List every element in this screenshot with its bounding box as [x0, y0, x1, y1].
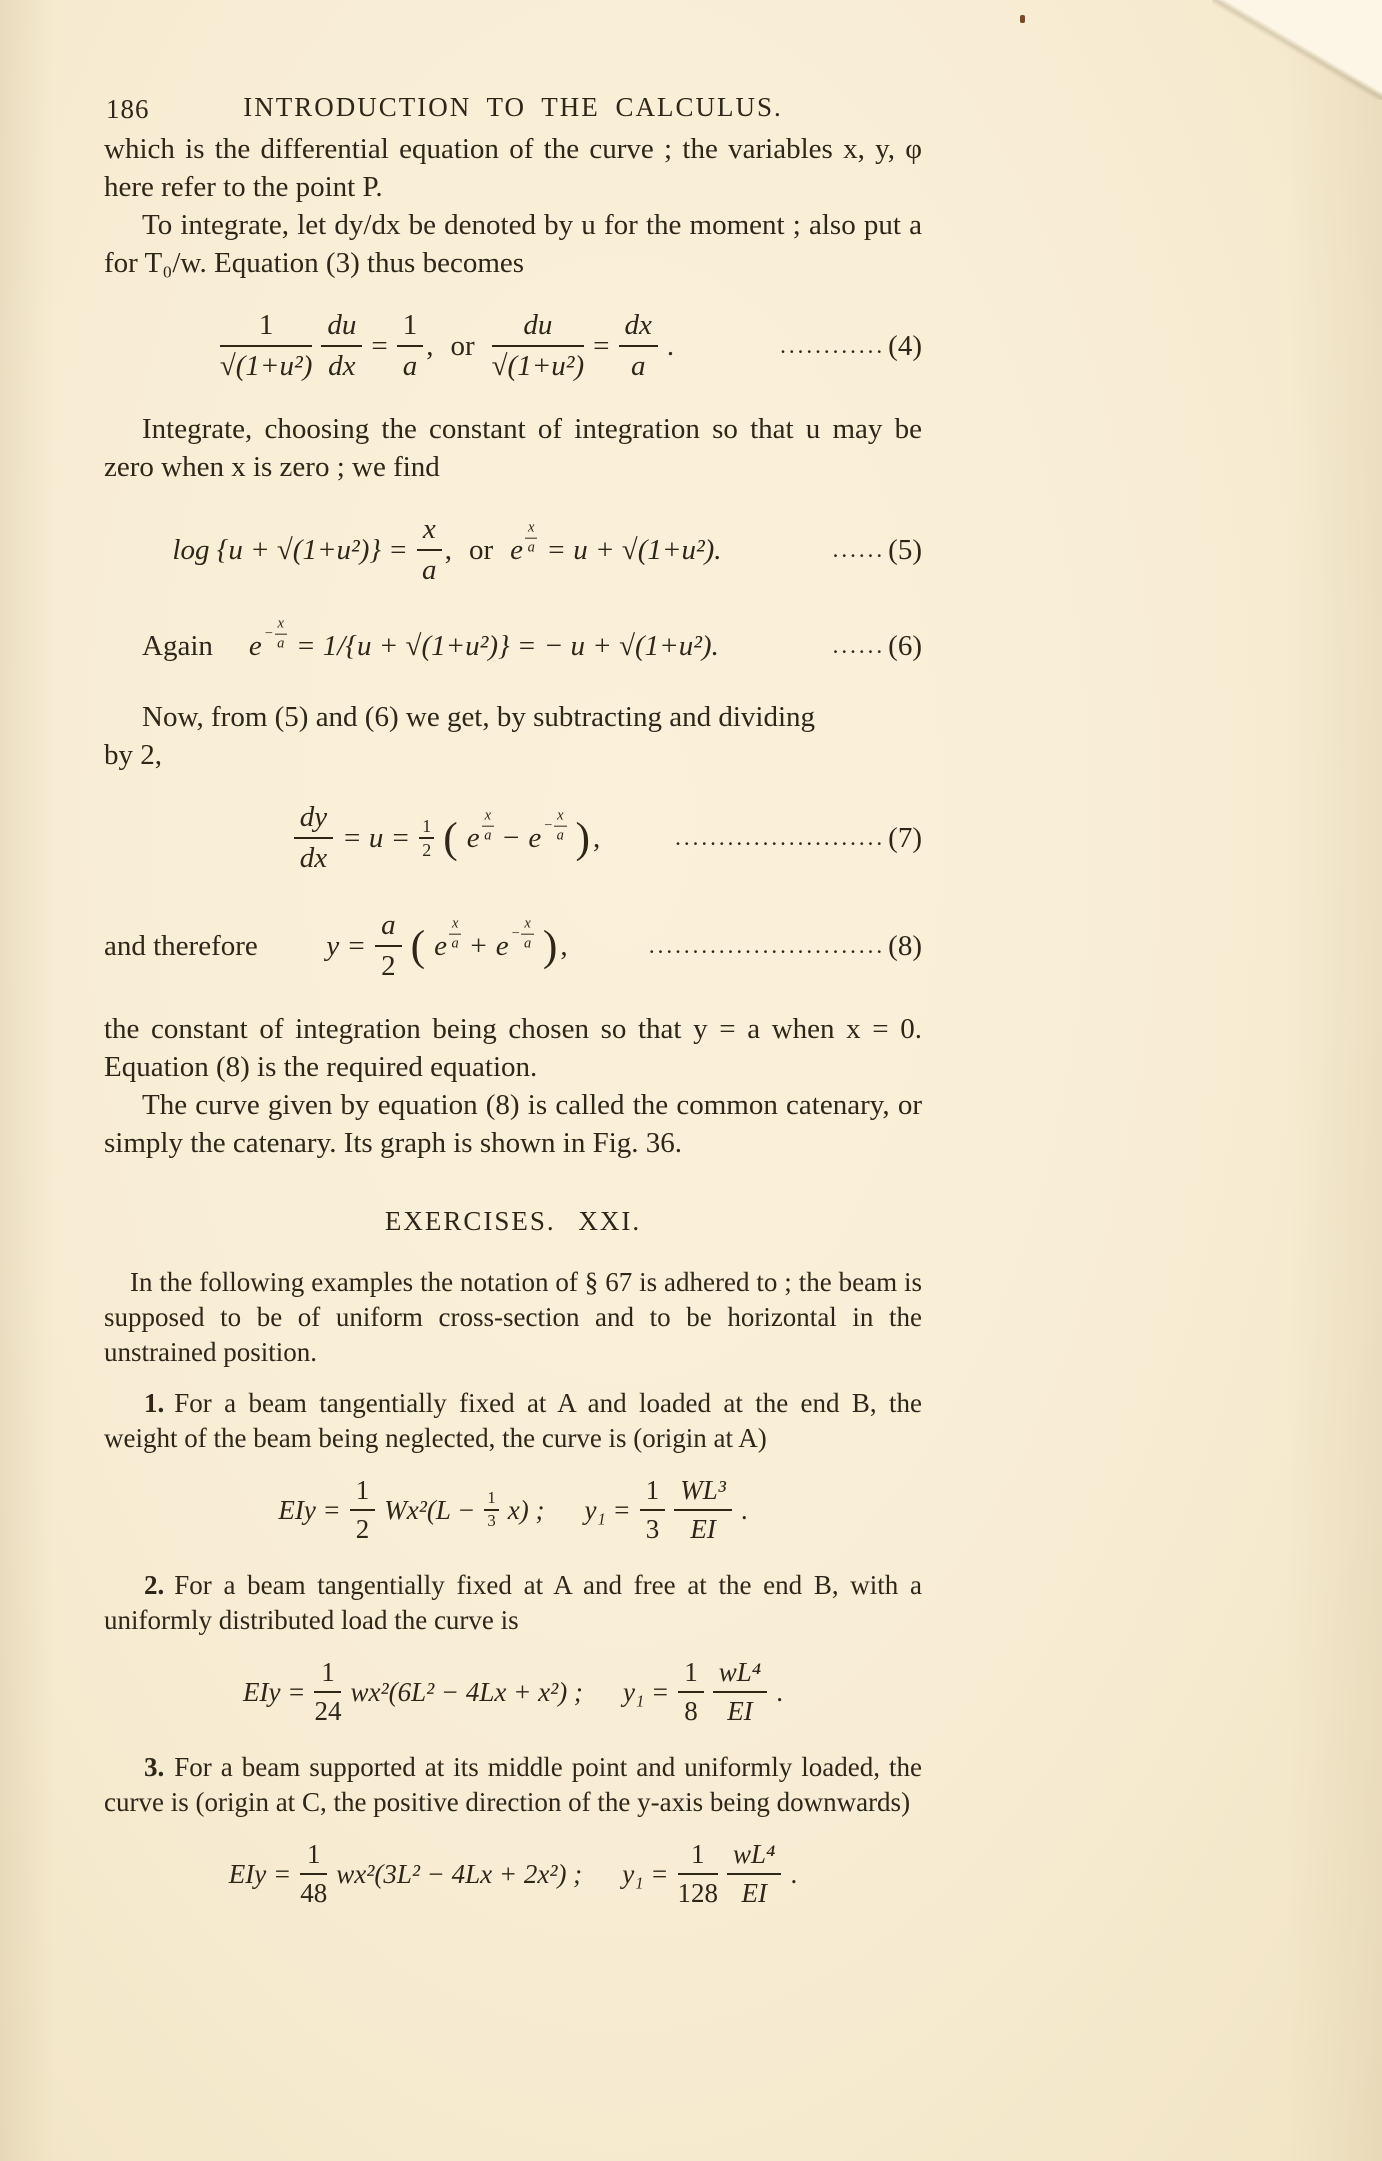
comma: ,	[426, 329, 434, 362]
comma: ,	[444, 533, 452, 566]
fraction	[678, 1840, 719, 1908]
exponent-denominator: a	[524, 935, 532, 952]
denominator: a	[422, 554, 437, 586]
numerator: du	[321, 310, 362, 347]
deflection-term: y₁ =	[622, 1858, 669, 1889]
open-paren: (	[410, 922, 426, 970]
exponent-denominator: a	[277, 635, 285, 652]
numerator: dx	[619, 310, 658, 347]
e-base: e	[495, 929, 509, 962]
numerator: 1	[678, 1840, 719, 1875]
exercise-3-body: For a beam supported at its middle point and uniformly loaded, the curve is (origin at C, the positive direction of the y-axis being downwards)	[104, 1752, 922, 1817]
equation-7	[104, 794, 922, 882]
lhs: EIy =	[278, 1494, 341, 1525]
denominator: EI	[727, 1696, 753, 1726]
open-paren: (	[443, 814, 458, 862]
exponent-stack	[525, 521, 537, 555]
lhs: EIy =	[243, 1676, 306, 1707]
page-number: 186	[106, 94, 150, 124]
numerator: 1	[419, 817, 434, 839]
denominator: 24	[314, 1696, 342, 1726]
numerator: 1	[220, 310, 313, 347]
numerator: du	[492, 310, 585, 347]
fraction	[640, 1476, 666, 1544]
e-base: e	[434, 929, 447, 962]
exercise-2-text	[104, 1568, 922, 1638]
paper-speck	[1020, 15, 1025, 23]
fraction	[619, 310, 658, 383]
y-equals: y =	[326, 929, 367, 962]
denominator: √(1+u²)	[491, 350, 585, 382]
numerator: WL³	[674, 1476, 732, 1511]
fraction	[713, 1658, 767, 1726]
exercise-3-equation	[104, 1832, 922, 1916]
equation-4	[104, 302, 922, 390]
numerator: 1	[314, 1658, 341, 1693]
period: .	[740, 1494, 748, 1525]
exponent-fraction	[482, 809, 494, 843]
minus-sign: −	[510, 925, 521, 942]
denominator: a	[402, 350, 418, 382]
equation-4-tail	[780, 330, 922, 363]
exponent-numerator: x	[482, 809, 494, 827]
exponent-numerator: x	[521, 917, 533, 935]
exercise-2-body: For a beam tangentially fixed at A and free at the end B, with a uniformly distributed load the curve is	[104, 1570, 922, 1635]
running-title: INTRODUCTION TO THE CALCULUS.	[243, 92, 783, 122]
paragraph-now-from-line2: by 2,	[104, 739, 162, 771]
denominator: dx	[328, 350, 356, 382]
again-word: Again	[142, 629, 213, 662]
fraction	[375, 910, 402, 983]
fraction	[314, 1658, 341, 1726]
equation-8-tail	[649, 930, 922, 963]
numerator: 1	[484, 1490, 498, 1511]
equation-8	[104, 902, 922, 990]
fraction	[300, 1840, 327, 1908]
numerator: 1	[678, 1658, 704, 1693]
e-base: e	[248, 629, 262, 662]
numerator: 1	[350, 1476, 376, 1511]
paragraph-integrate-choosing: Integrate, choosing the constant of integration so that u may be zero when x is zero ; we find	[104, 413, 922, 483]
and-therefore-label: and therefore	[104, 929, 258, 962]
fraction	[727, 1840, 781, 1908]
dot-leader: ............	[780, 333, 886, 358]
exercise-3-number: 3.	[144, 1752, 165, 1782]
fraction	[678, 1658, 704, 1726]
math-term: wx²(3L² − 4Lx + 2x²) ;	[336, 1858, 583, 1889]
dot-leader: ........................	[675, 825, 886, 850]
equation-4-content	[220, 310, 674, 383]
page-header	[104, 92, 922, 130]
denominator: 2	[381, 950, 396, 982]
deflection-term: y₁ =	[622, 1676, 670, 1707]
exercise-2-number: 2.	[144, 1570, 165, 1600]
denominator: EI	[690, 1514, 716, 1544]
period: .	[776, 1676, 783, 1707]
equation-6-tail	[833, 630, 922, 663]
numerator: wL⁴	[727, 1840, 781, 1875]
half-fraction	[419, 817, 434, 859]
exponent-stack	[521, 917, 533, 951]
fraction	[492, 310, 585, 383]
exercise-1-text	[104, 1386, 922, 1456]
or-word: or	[450, 329, 475, 362]
exponential-term	[434, 915, 461, 963]
exercise-2-equation	[104, 1650, 922, 1734]
text-column	[104, 0, 922, 1932]
exponent-stack	[482, 809, 494, 843]
exponential-term	[466, 807, 494, 855]
e-base: e	[510, 533, 523, 566]
math-term: x) ;	[507, 1494, 545, 1525]
equation-number: (4)	[888, 329, 922, 362]
exponent-fraction	[543, 809, 566, 843]
fraction	[484, 1490, 498, 1529]
numerator: 1	[300, 1840, 327, 1875]
dot-leader: ...........................	[648, 933, 886, 958]
equation-5	[104, 506, 922, 594]
period: .	[666, 329, 675, 362]
numerator: 1	[640, 1476, 666, 1511]
exponent-fraction	[264, 617, 287, 651]
exercise-1-number: 1.	[144, 1388, 165, 1418]
denominator: dx	[299, 842, 328, 874]
numerator: dy	[294, 802, 333, 839]
paragraph-constant-chosen: the constant of integration being chosen so that y = a when x = 0. Equation (8) is the required equation.	[104, 1013, 922, 1083]
radical-expression: = u + √(1+u²).	[546, 533, 722, 566]
denominator: 8	[684, 1696, 698, 1726]
denominator: 2	[422, 840, 432, 860]
exponential-term	[248, 615, 287, 663]
equation-7-content	[294, 802, 601, 875]
exponent-stack	[554, 809, 566, 843]
equation-number: (6)	[888, 629, 922, 662]
equation-number: (8)	[888, 929, 922, 962]
equals-u-equals: = u =	[342, 821, 411, 854]
exercise-1-body: For a beam tangentially fixed at A and loaded at the end B, the weight of the beam being neglected, the curve is (origin at A)	[104, 1388, 922, 1453]
exercise-3-text	[104, 1750, 922, 1820]
numerator: x	[417, 514, 442, 551]
fraction	[417, 514, 442, 587]
denominator: 3	[645, 1514, 660, 1544]
fraction	[321, 310, 362, 383]
radical-expression: = 1/{u + √(1+u²)} = − u + √(1+u²).	[295, 629, 719, 662]
exponential-term	[495, 915, 534, 963]
denominator: 48	[300, 1878, 328, 1908]
lhs: EIy =	[228, 1858, 292, 1889]
denominator: EI	[741, 1878, 767, 1908]
exponent-denominator: a	[484, 827, 492, 844]
paragraph-curve-variables: which is the differential equation of the curve ; the variables x, y, φ here refer to the point P.	[104, 133, 922, 203]
fraction	[294, 802, 333, 875]
comma: ,	[593, 821, 601, 854]
exponent-numerator: x	[554, 809, 566, 827]
equation-8-content	[326, 910, 567, 983]
equation-5-content	[172, 514, 721, 587]
exponential-term	[528, 807, 566, 855]
close-paren: )	[542, 922, 558, 970]
numerator: wL⁴	[713, 1658, 767, 1693]
plus-sign: +	[470, 929, 487, 962]
e-base: e	[466, 821, 480, 854]
period: .	[790, 1858, 798, 1889]
fraction	[350, 1476, 376, 1544]
exponent-denominator: a	[527, 539, 535, 556]
close-paren: )	[575, 814, 591, 862]
fraction	[220, 310, 313, 383]
equals-sign: =	[371, 329, 388, 362]
minus-sign: −	[543, 817, 554, 834]
denominator: 3	[487, 1511, 496, 1530]
equation-6	[104, 614, 922, 678]
denominator: 2	[355, 1514, 370, 1544]
equation-6-content	[248, 615, 719, 663]
minus-sign: −	[263, 625, 274, 642]
page-corner-shadow	[1212, 0, 1382, 100]
exponent-fraction	[449, 917, 461, 951]
math-term: Wx²(L −	[384, 1494, 476, 1525]
paragraph-to-integrate: To integrate, let dy/dx be denoted by u for the moment ; also put a for T₀/w. Equation (3) thus becomes	[104, 209, 922, 279]
exponent-numerator: x	[449, 917, 461, 935]
paragraph-now-from-line1: Now, from (5) and (6) we get, by subtracting and dividing	[142, 701, 816, 733]
denominator: √(1+u²)	[219, 350, 313, 382]
paragraph-catenary: The curve given by equation (8) is called the common catenary, or simply the catenary. Its graph is shown in Fig. 36.	[104, 1089, 922, 1159]
exponent-stack	[275, 617, 287, 651]
equation-5-tail	[833, 534, 922, 567]
numerator: a	[375, 910, 402, 947]
equation-number: (5)	[888, 533, 922, 566]
exponent-numerator: x	[275, 617, 287, 635]
minus-sign: −	[503, 821, 520, 854]
comma: ,	[560, 929, 568, 962]
e-base: e	[528, 821, 542, 854]
math-term: wx²(6L² − 4Lx + x²) ;	[350, 1676, 583, 1707]
exercise-1-equation	[104, 1468, 922, 1552]
fraction	[674, 1476, 732, 1544]
exponent-stack	[449, 917, 461, 951]
exponent-fraction	[511, 917, 534, 951]
denominator: 128	[677, 1878, 719, 1908]
exponent-numerator: x	[525, 521, 537, 539]
dot-leader: ......	[832, 633, 886, 658]
exercise-3-equation-content	[229, 1840, 797, 1908]
numerator: 1	[397, 310, 424, 347]
exponential-term	[510, 519, 537, 567]
equals-sign: =	[593, 329, 610, 362]
exponent-denominator: a	[451, 935, 459, 952]
exercises-heading: EXERCISES. XXI.	[384, 1206, 642, 1236]
equation-7-tail	[675, 822, 922, 855]
log-expression: log {u + √(1+u²)} =	[172, 533, 408, 566]
exercise-2-equation-content	[243, 1658, 783, 1726]
exercise-1-equation-content	[278, 1476, 747, 1544]
fraction	[397, 310, 424, 383]
dot-leader: ......	[832, 537, 886, 562]
denominator: a	[630, 350, 646, 382]
paragraph-now-from	[104, 698, 922, 774]
deflection-term: y₁ =	[584, 1494, 631, 1525]
exponent-denominator: a	[556, 827, 564, 844]
exponent-fraction	[525, 521, 537, 555]
or-word: or	[468, 533, 494, 566]
exercises-intro: In the following examples the notation of § 67 is adhered to ; the beam is supposed to be of uniform cross-section and to be horizontal in the unstrained position.	[104, 1267, 922, 1367]
equation-number: (7)	[888, 821, 922, 854]
